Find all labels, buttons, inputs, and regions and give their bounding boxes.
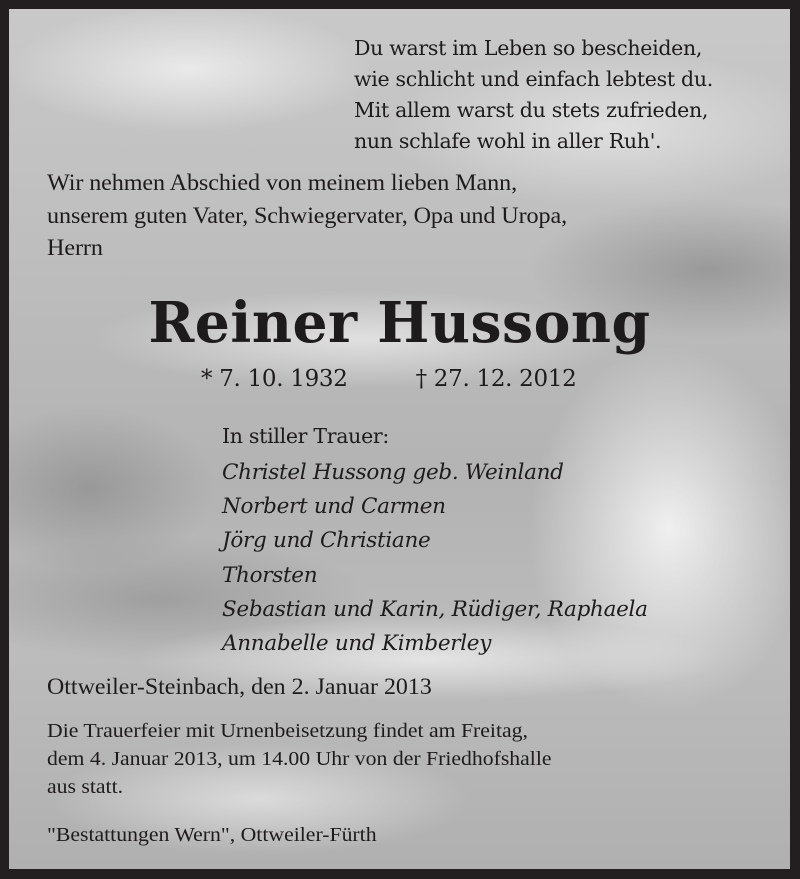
poem-line: Du warst im Leben so bescheiden, (354, 36, 703, 60)
ceremony-line: aus statt. (47, 776, 124, 798)
undertaker: "Bestattungen Wern", Ottweiler-Fürth (47, 824, 377, 846)
mourner-name: Norbert und Carmen (222, 494, 446, 520)
death-date: † 27. 12. 2012 (415, 366, 577, 392)
mourner-name: Annabelle und Kimberley (222, 631, 492, 657)
ceremony-line: dem 4. Januar 2013, um 14.00 Uhr von der Friedhofshalle (47, 748, 552, 770)
ceremony-line: Die Trauerfeier mit Urnenbeisetzung findet am Freitag, (47, 720, 528, 742)
birth-date: * 7. 10. 1932 (201, 366, 348, 392)
mourner-name: Jörg und Christiane (222, 528, 431, 554)
intro-text (47, 167, 567, 265)
poem (354, 33, 713, 157)
intro-line: unserem guten Vater, Schwiegervater, Opa und Uropa, (47, 202, 568, 228)
place-and-date: Ottweiler-Steinbach, den 2. Januar 2013 (47, 674, 432, 699)
poem-line: Mit allem warst du stets zufrieden, (354, 98, 709, 122)
life-dates (201, 364, 577, 394)
ceremony-info (47, 717, 552, 801)
obituary-notice (9, 9, 790, 869)
mourners-label: In stiller Trauer: (222, 424, 390, 448)
mourner-name: Thorsten (222, 562, 318, 588)
poem-line: wie schlicht und einfach lebtest du. (354, 67, 713, 91)
mourner-name: Sebastian und Karin, Rüdiger, Raphaela (222, 596, 648, 622)
intro-line: Herrn (47, 235, 103, 260)
mourner-name: Christel Hussong geb. Weinland (222, 460, 564, 485)
poem-line: nun schlafe wohl in aller Ruh'. (354, 129, 662, 153)
deceased-name: Reiner Hussong (148, 290, 651, 356)
intro-line: Wir nehmen Abschied von meinem lieben Mann, (47, 170, 518, 195)
mourners-list (222, 456, 648, 661)
